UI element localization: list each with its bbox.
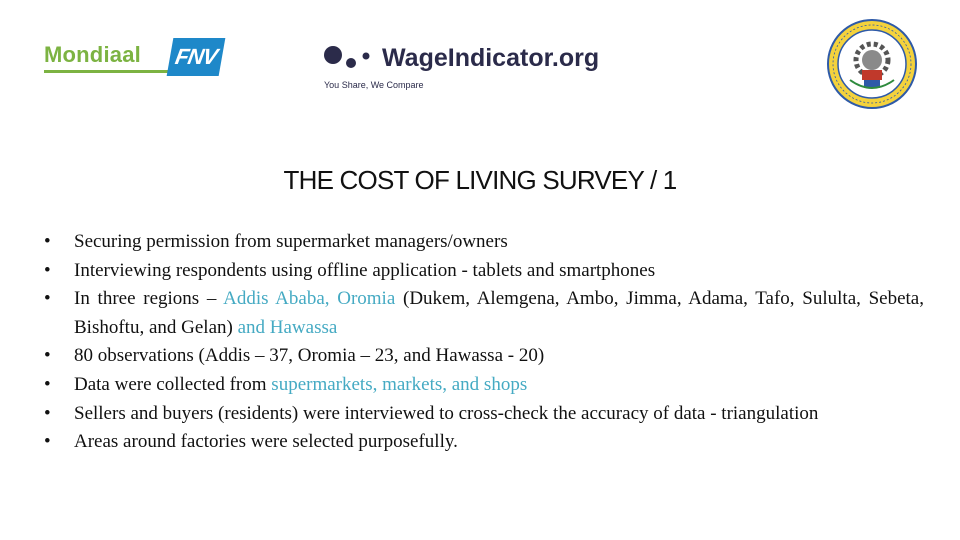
- government-seal-icon: [826, 18, 918, 110]
- bullet-dot: •: [44, 431, 51, 453]
- bullet-dot: •: [44, 402, 51, 424]
- mondiaal-fnv-logo: [44, 38, 224, 80]
- wageindicator-dots-icon: [322, 42, 382, 82]
- bullet-text: (Dukem, Alemgena, Ambo, Jimma, Adama, Tafo, Sululta, Sebeta, Bishoftu, and Gelan): [74, 288, 924, 338]
- bullet-item-observations: [44, 342, 924, 371]
- wageindicator-logo: [322, 42, 652, 94]
- mondiaal-underline: [44, 70, 172, 73]
- bullet-item-regions: [44, 285, 924, 342]
- bullet-text: Interviewing respondents using offline application - tablets and smartphones: [74, 259, 656, 281]
- highlight-sources: supermarkets, markets, and shops: [271, 373, 528, 395]
- bullet-text: Securing permission from supermarket managers/owners: [74, 231, 508, 252]
- highlight-regions: Addis Ababa, Oromia: [223, 288, 396, 310]
- bullet-text: 80 observations (Addis – 37, Oromia – 23, and Hawassa - 20): [74, 345, 545, 367]
- bullet-item-factories: [44, 428, 924, 457]
- fnv-badge: FNV: [167, 38, 226, 76]
- slide-title: THE COST OF LIVING SURVEY / 1: [283, 165, 677, 195]
- wageindicator-tagline: You Share, We Compare: [324, 80, 424, 90]
- bullet-text: Data were collected from: [74, 373, 272, 395]
- bullet-dot: •: [44, 231, 51, 252]
- bullet-dot: •: [44, 288, 51, 310]
- bullet-list: [44, 228, 924, 457]
- bullet-item-sources: [44, 371, 924, 400]
- bullet-dot: •: [44, 373, 51, 395]
- highlight-hawassa: and Hawassa: [237, 316, 338, 338]
- bullet-item-triangulation: [44, 400, 924, 429]
- bullet-item-interviewing: [44, 257, 924, 286]
- bullet-dot: •: [44, 345, 51, 367]
- bullet-text: Areas around factories were selected purposefully.: [74, 431, 458, 453]
- wageindicator-wordmark: WageIndicator.org: [382, 44, 600, 72]
- bullet-item-permission: [44, 228, 924, 257]
- bullet-text: Sellers and buyers (residents) were interviewed to cross-check the accuracy of data - triangulation: [74, 402, 819, 424]
- bullet-text: In three regions –: [74, 288, 224, 310]
- bullet-dot: •: [44, 259, 51, 281]
- mondiaal-wordmark: Mondiaal: [44, 42, 141, 67]
